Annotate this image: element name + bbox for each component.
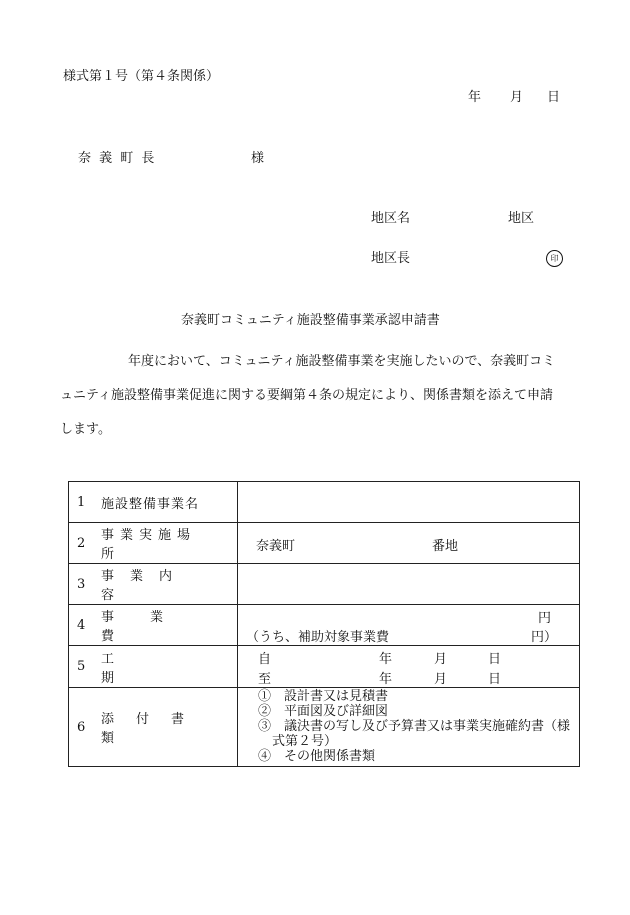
addressee-honorific: 様: [251, 151, 265, 166]
period-to-year: 年: [379, 672, 393, 687]
table-row: [69, 523, 580, 564]
attachment-item: ② 平面図及び詳細図: [258, 704, 389, 719]
construction-period-label: 工期: [101, 651, 197, 686]
body-paragraph: [60, 345, 580, 447]
application-table: [68, 481, 580, 767]
subsidy-yen-unit: 円）: [530, 630, 557, 645]
attachment-item: ④ その他関係書類: [258, 749, 376, 764]
attachment-item-continuation: 式第２号）: [272, 734, 338, 749]
construction-period-field[interactable]: [238, 646, 580, 688]
attachments-list: [238, 688, 580, 767]
facility-project-name-field[interactable]: [238, 482, 580, 523]
period-from-year: 年: [379, 652, 393, 667]
project-location-label: 事業実施場所: [101, 528, 197, 562]
row-number: 6: [77, 719, 86, 735]
district-suffix: 地区: [508, 211, 535, 226]
body-line-2: ュニティ施設整備事業促進に関する要綱第４条の規定により、関係書類を添えて申請: [60, 388, 553, 403]
attachment-item: ③ 議決書の写し及び予算書又は事業実施確約書（様: [258, 719, 571, 734]
district-name-label: 地区名: [371, 211, 411, 226]
subsidy-cost-label: （うち、補助対象事業費: [246, 630, 390, 645]
table-row: [69, 646, 580, 688]
body-line-3: します。: [60, 422, 111, 437]
project-cost-field[interactable]: [238, 605, 580, 646]
location-banchi: 番地: [432, 539, 459, 554]
project-content-field[interactable]: [238, 564, 580, 605]
period-to-label: 至: [258, 672, 272, 687]
body-line-1: 年度において、コミュニティ施設整備事業を実施したいので、奈義町コミ: [128, 354, 556, 369]
cost-yen-unit: 円: [537, 611, 551, 626]
period-from-day: 日: [488, 652, 502, 667]
row-number: 3: [77, 576, 86, 592]
row-number: 5: [77, 659, 86, 674]
facility-project-name-label: 施設整備事業名: [101, 496, 200, 512]
table-row: [69, 564, 580, 605]
row-number: 4: [77, 617, 86, 633]
date-month-label: 月: [510, 90, 524, 105]
addressee-name: 奈 義 町 長: [78, 151, 157, 166]
district-head-label: 地区長: [371, 251, 411, 266]
row-number: 2: [77, 535, 86, 551]
period-from-label: 自: [258, 652, 272, 667]
table-row: [69, 688, 580, 767]
project-content-label: 事業内容: [101, 569, 189, 603]
period-to-day: 日: [488, 672, 502, 687]
table-row: [69, 605, 580, 646]
date-day-label: 日: [547, 90, 561, 105]
form-number: 様式第１号（第４条関係）: [63, 69, 220, 84]
attachment-item: ① 設計書又は見積書: [258, 689, 389, 704]
period-to-month: 月: [434, 672, 448, 687]
period-from-month: 月: [434, 652, 448, 667]
table-row: [69, 482, 580, 523]
project-location-field[interactable]: [238, 523, 580, 564]
project-cost-label: 事業費: [101, 610, 200, 644]
document-title: 奈義町コミュニティ施設整備事業承認申請書: [181, 313, 440, 328]
date-year-label: 年: [468, 90, 482, 105]
location-town: 奈義町: [256, 539, 296, 554]
row-number: 1: [77, 494, 86, 510]
seal-mark: 印: [546, 250, 563, 267]
attachments-label: 添付書類: [101, 712, 207, 746]
